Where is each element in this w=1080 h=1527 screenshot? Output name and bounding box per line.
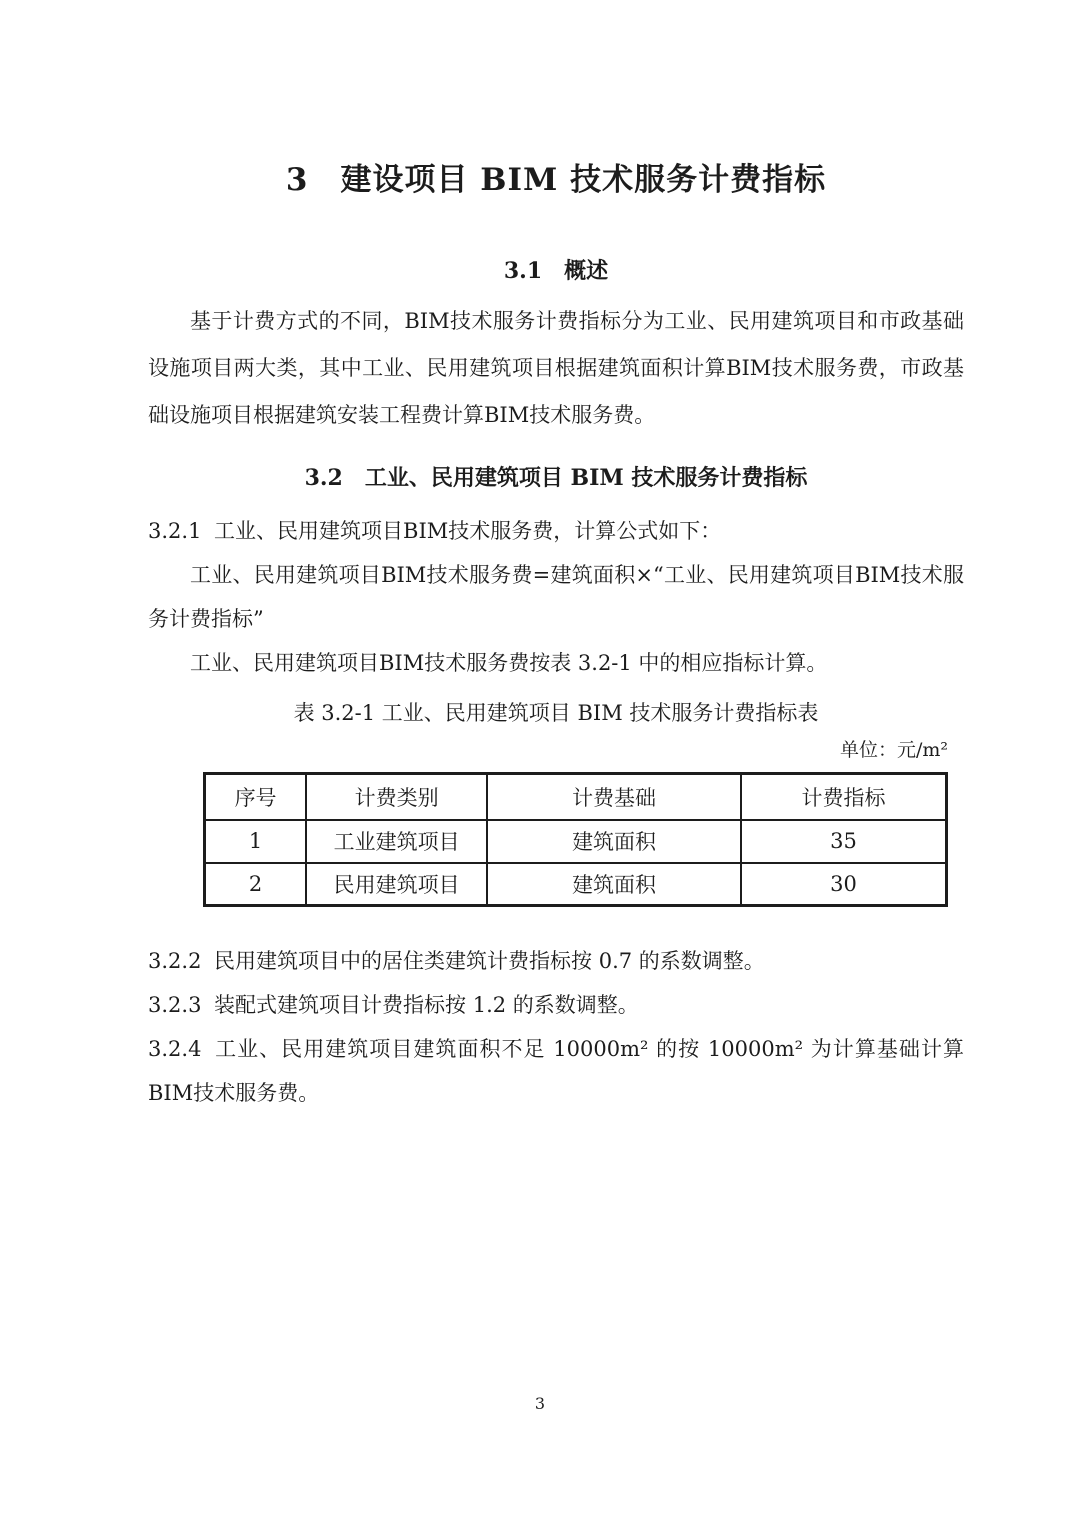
table-row <box>205 820 947 863</box>
formula-paragraph: 工业、民用建筑项目BIM技术服务费=建筑面积×“工业、民用建筑项目BIM技术服务计费指标” <box>148 563 964 631</box>
table-cell-basis: 建筑面积 <box>487 820 741 863</box>
clause-text: 工业、民用建筑项目BIM技术服务费，计算公式如下： <box>214 519 722 543</box>
table-header-basis: 计费基础 <box>487 774 741 820</box>
clause-text: 民用建筑项目中的居住类建筑计费指标按 0.7 的系数调整。 <box>214 949 765 973</box>
table-cell-category: 民用建筑项目 <box>306 863 487 906</box>
table-cell-index: 35 <box>741 820 947 863</box>
clause-3-2-4 <box>148 1027 964 1115</box>
table-header-index: 计费指标 <box>741 774 947 820</box>
table-cell-index: 30 <box>741 863 947 906</box>
table-caption: 表 3.2-1 工业、民用建筑项目 BIM 技术服务计费指标表 <box>293 701 819 725</box>
clause-number: 3.2.1 <box>148 519 202 543</box>
overview-paragraph: 基于计费方式的不同，BIM技术服务计费指标分为工业、民用建筑项目和市政基础设施项目两大类，其中工业、民用建筑项目根据建筑面积计算BIM技术服务费，市政基础设施项目根据建筑安装工程费计算BIM技术服务费。 <box>148 309 964 427</box>
table-header-seq: 序号 <box>205 774 307 820</box>
section-3-1-heading: 3.1 概述 <box>503 258 609 284</box>
clause-number: 3.2.3 <box>148 993 202 1017</box>
clause-3-2-3 <box>148 983 964 1027</box>
clause-number: 3.2.2 <box>148 949 202 973</box>
table-cell-category: 工业建筑项目 <box>306 820 487 863</box>
page-content <box>148 0 964 1115</box>
clause-3-2-2 <box>148 939 964 983</box>
section-3-2-heading: 3.2 工业、民用建筑项目 BIM 技术服务计费指标 <box>304 465 808 491</box>
table-header-row <box>205 774 947 820</box>
table-cell-seq: 1 <box>205 820 307 863</box>
table-cell-basis: 建筑面积 <box>487 863 741 906</box>
table-row <box>205 863 947 906</box>
follow-up-paragraph: 工业、民用建筑项目BIM技术服务费按表 3.2-1 中的相应指标计算。 <box>190 651 828 675</box>
unit-label: 单位：元/m² <box>839 739 948 761</box>
clause-text: 装配式建筑项目计费指标按 1.2 的系数调整。 <box>214 993 639 1017</box>
clause-number: 3.2.4 <box>148 1037 202 1061</box>
page-title: 3 建设项目 BIM 技术服务计费指标 <box>285 162 827 198</box>
clause-text: 工业、民用建筑项目建筑面积不足 10000m² 的按 10000m² 为计算基础计算BIM技术服务费。 <box>148 1037 964 1105</box>
fee-indicator-table <box>203 772 948 907</box>
table-header-category: 计费类别 <box>306 774 487 820</box>
clause-3-2-1 <box>148 509 964 553</box>
table-cell-seq: 2 <box>205 863 307 906</box>
page-number: 3 <box>534 1394 546 1413</box>
